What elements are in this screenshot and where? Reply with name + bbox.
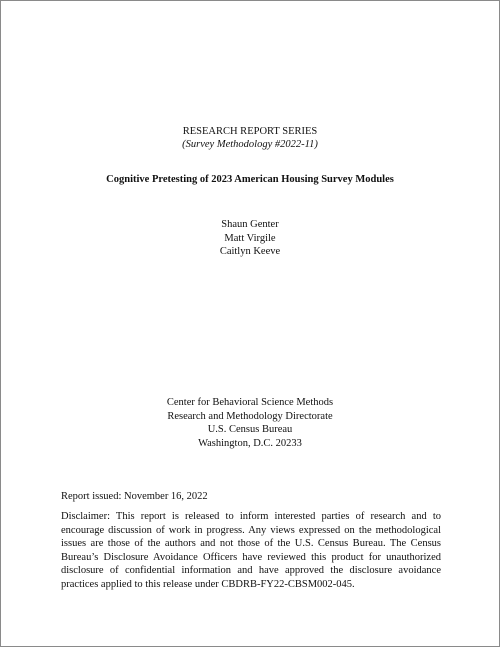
affiliation-center: Center for Behavioral Science Methods: [166, 397, 334, 408]
report-title: Cognitive Pretesting of 2023 American Housing Survey Modules: [106, 174, 394, 185]
affiliation-agency: U.S. Census Bureau: [207, 424, 293, 435]
author-list: [1, 218, 499, 259]
affiliation-directorate: Research and Methodology Directorate: [167, 410, 333, 422]
report-series-header: [1, 125, 499, 151]
disclaimer-paragraph: Disclaimer: This report is released to inform interested parties of research and to encourage discussion of work in progress. Any views expressed on the methodological issues are those of the authors and not those of the U.S. Census Bureau. The Census Bureau’s Disclosure Avoidance Officers have reviewed this product for unauthorized disclosure of confidential information and have approved the disclosure avoidance practices applied to this release under CBDRB-FY22-CBSM002-045.: [61, 511, 441, 590]
author-name: Matt Virgile: [224, 232, 276, 244]
affiliation-address: Washington, D.C. 20233: [198, 437, 302, 449]
series-number: (Survey Methodology #2022-11): [182, 139, 318, 150]
author-name: Caitlyn Keeve: [219, 246, 281, 257]
author-name: Shaun Genter: [221, 219, 279, 230]
series-name: RESEARCH REPORT SERIES: [182, 126, 318, 137]
affiliation-block: [1, 396, 499, 450]
report-issued-date: Report issued: November 16, 2022: [61, 491, 208, 502]
